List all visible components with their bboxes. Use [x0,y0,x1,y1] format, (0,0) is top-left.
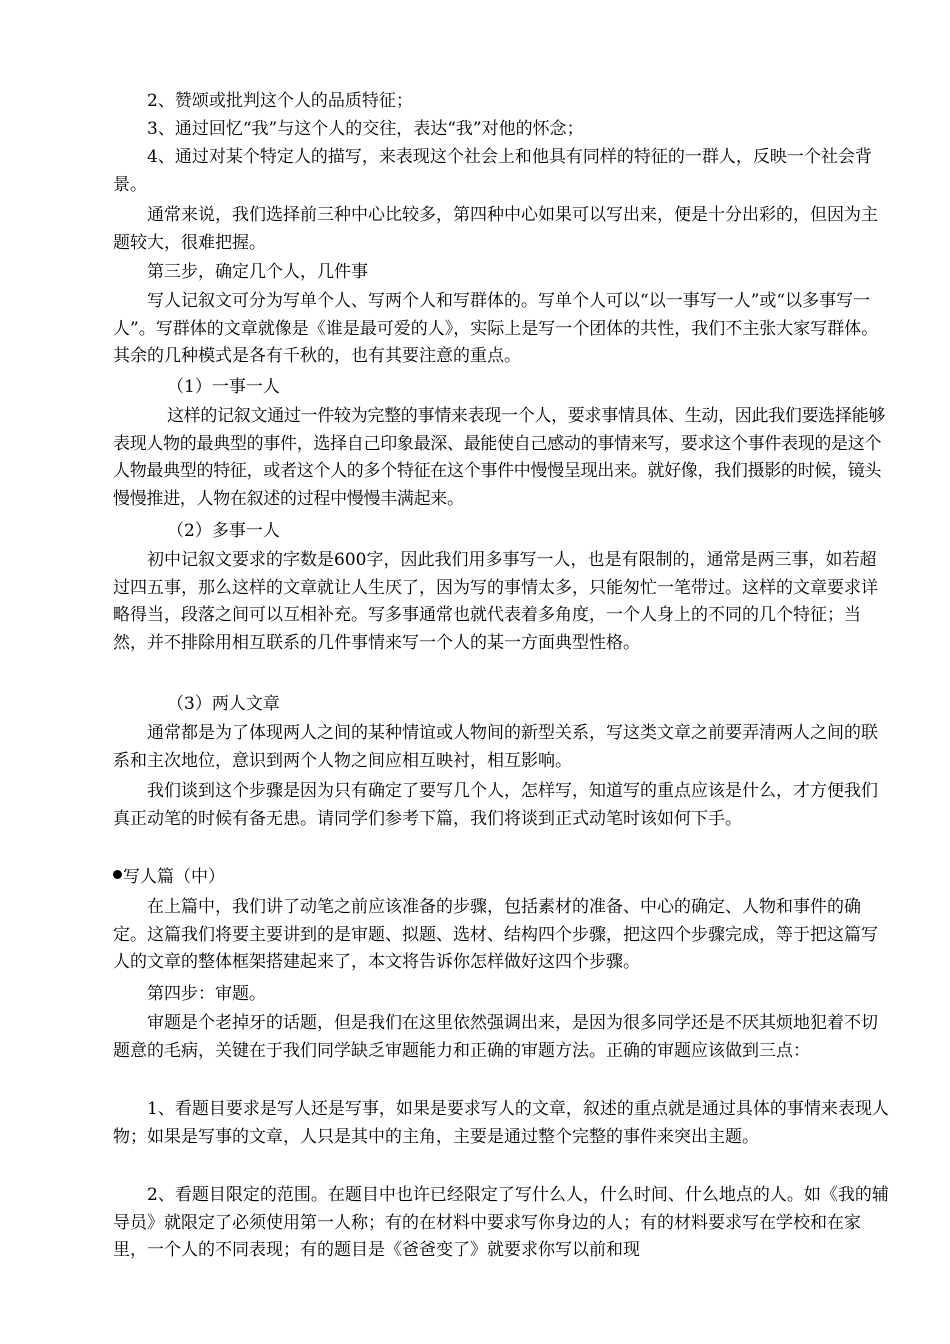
paragraph-6: 写人记叙文可分为写单个人、写两个人和写群体的。写单个人可以“以一事写一人”或“以多事写一人”。写群体的文章就像是《谁是最可爱的人》，实际上是写一个团体的共性，我们不主张大家写群体。其余的几种模式是各有千秋的，也有其要注意的重点。 [113,291,879,366]
paragraph-13: 我们谈到这个步骤是因为只有确定了要写几个人，怎样写，知道写的重点应该是什么，才方便我们真正动笔的时候有备无患。请同学们参考下篇，我们将谈到正式动笔时该如何下手。 [113,781,878,829]
paragraph-19: 2、看题目限定的范围。在题目中也许已经限定了写什么人，什么时间、什么地点的人。如《我的辅导员》就限定了必须使用第一人称；有的在材料中要求写你身边的人；有的材料要求写在学校和在家里，一个人的不同表现；有的题目是《爸爸变了》就要求你写以前和现 [113,1185,889,1260]
paragraph-17: 审题是个老掉牙的话题，但是我们在这里依然强调出来，是因为很多同学还是不厌其烦地犯着不切题意的毛病，关键在于我们同学缺乏审题能力和正确的审题方法。正确的审题应该做到三点： [113,1013,878,1061]
section-heading-text: 写人篇（中） [123,867,225,887]
paragraph-10: 初中记叙文要求的字数是600字，因此我们用多事写一人，也是有限制的，通常是两三事，如若超过四五事，那么这样的文章就让人生厌了，因为写的事情太多，只能匆忙一笔带过。这样的文章要求详略得当，段落之间可以互相补充。写多事通常也就代表着多角度，一个人身上的不同的几个特征；当然，并不排除用相互联系的几件事情来写一个人的某一方面典型性格。 [113,550,878,653]
paragraph-15: 在上篇中，我们讲了动笔之前应该准备的步骤，包括素材的准备、中心的确定、人物和事件的确定。这篇我们将要主要讲到的是审题、拟题、选材、结构四个步骤，把这四个步骤完成，等于把这篇写人的文章的整体框架搭建起来了，本文将告诉你怎样做好这四个步骤。 [113,897,878,972]
bullet-icon [113,870,122,879]
paragraph-1: 2、赞颂或批判这个人的品质特征； [147,91,413,111]
paragraph-8: 这样的记叙文通过一件较为完整的事情来表现一个人，要求事情具体、生动，因此我们要选择能够表现人物的最典型的事件，选择自己印象最深、最能使自己感动的事情来写，要求这个事件表现的是这个人物最典型的特征，或者这个人的多个特征在这个事件中慢慢呈现出来。就好像，我们摄影的时候，镜头慢慢推进，人物在叙述的过程中慢慢丰满起来。 [113,406,886,509]
section-heading [113,864,893,892]
paragraph-4: 通常来说，我们选择前三种中心比较多，第四种中心如果可以写出来，便是十分出彩的，但因为主题较大，很难把握。 [113,205,878,253]
paragraph-5: 第三步，确定几个人，几件事 [147,262,368,282]
paragraph-18: 1、看题目要求是写人还是写事，如果是要求写人的文章，叙述的重点就是通过具体的事情来表现人物；如果是写事的文章，人只是其中的主角，主要是通过整个完整的事件来突出主题。 [113,1099,889,1147]
paragraph-16: 第四步：审题。 [147,984,266,1004]
paragraph-3: 4、通过对某个特定人的描写，来表现这个社会上和他具有同样的特征的一群人，反映一个社会背景。 [113,147,872,195]
list-heading-1: （1）一事一人 [167,377,280,397]
list-heading-3: （3）两人文章 [167,694,280,714]
list-heading-2: （2）多事一人 [167,521,280,541]
paragraph-12: 通常都是为了体现两人之间的某种情谊或人物间的新型关系，写这类文章之前要弄清两人之间的联系和主次地位，意识到两个人物之间应相互映衬，相互影响。 [113,723,878,771]
paragraph-2: 3、通过回忆“我”与这个人的交往，表达“我”对他的怀念； [147,119,584,139]
